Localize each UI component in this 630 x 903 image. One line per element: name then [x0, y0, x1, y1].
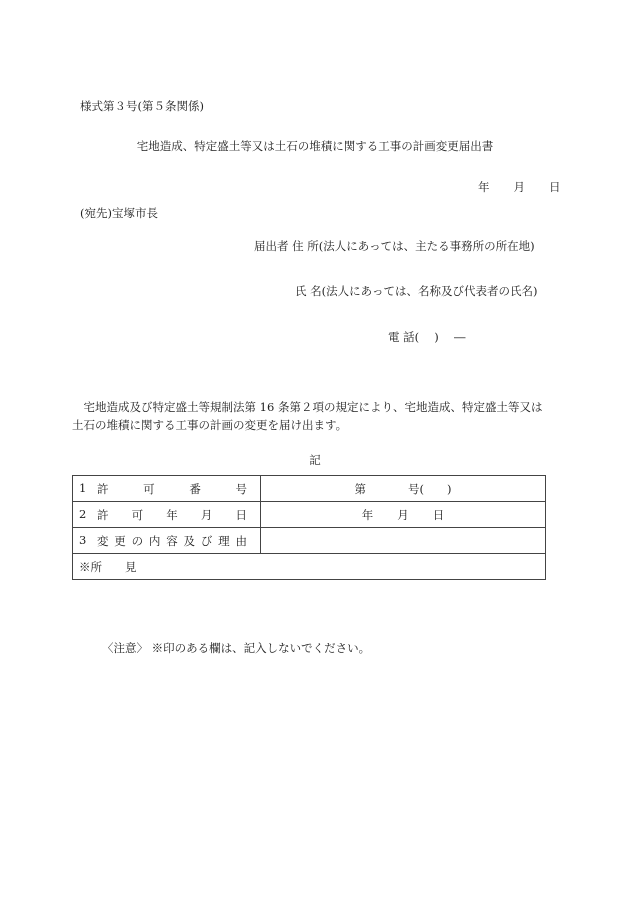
- row-label: 許可番号: [97, 481, 247, 496]
- permit-number-prefix: 第: [354, 481, 366, 496]
- row-label: 許可年月日: [97, 507, 247, 522]
- ki-heading: 記: [309, 453, 321, 467]
- permit-number-suffix: 号( ): [408, 481, 452, 496]
- permit-number-value-cell[interactable]: [261, 476, 546, 502]
- document-title: 宅地造成、特定盛土等又は土石の堆積に関する工事の計画変更届出書: [136, 139, 494, 153]
- permit-date-day: 日: [432, 507, 445, 522]
- form-number: 様式第３号(第５条関係): [80, 99, 204, 113]
- table-row: [73, 502, 546, 528]
- applicant-phone-line: 電 話( ) ―: [388, 330, 466, 344]
- note: 〈注意〉 ※印のある欄は、記入しないでください。: [102, 641, 371, 655]
- date-month: 月: [513, 180, 525, 194]
- permit-number-label-cell: [73, 476, 261, 502]
- addressee: (宛先)宝塚市長: [80, 206, 158, 220]
- change-reason-label-cell: [73, 528, 261, 554]
- table-row: [73, 528, 546, 554]
- table-row: [73, 476, 546, 502]
- permit-date-month: 月: [397, 507, 409, 522]
- date-line: [478, 179, 561, 195]
- date-day: 日: [549, 180, 561, 194]
- body-text: 宅地造成及び特定盛土等規制法第 16 条第２項の規定により、宅地造成、特定盛土等又は土石の堆積に関する工事の計画の変更を届け出ます。: [72, 400, 543, 432]
- row-number: 2: [79, 506, 87, 521]
- row-number: 3: [79, 532, 87, 547]
- row-number: 1: [79, 480, 87, 495]
- remarks-cell: [73, 554, 546, 580]
- date-year: 年: [478, 180, 490, 194]
- row-label: 変更の内容及び理由: [97, 533, 247, 548]
- table-row: [73, 554, 546, 580]
- applicant-address-line: 届出者 住 所(法人にあっては、主たる事務所の所在地): [254, 239, 535, 253]
- form-table: [72, 475, 546, 580]
- remarks-label: ※所 見: [79, 559, 137, 574]
- permit-date-year: 年: [361, 507, 374, 522]
- permit-date-value-cell[interactable]: [261, 502, 546, 528]
- permit-date-label-cell: [73, 502, 261, 528]
- applicant-name-line: 氏 名(法人にあっては、名称及び代表者の氏名): [295, 284, 538, 298]
- change-reason-value-cell[interactable]: [261, 528, 546, 554]
